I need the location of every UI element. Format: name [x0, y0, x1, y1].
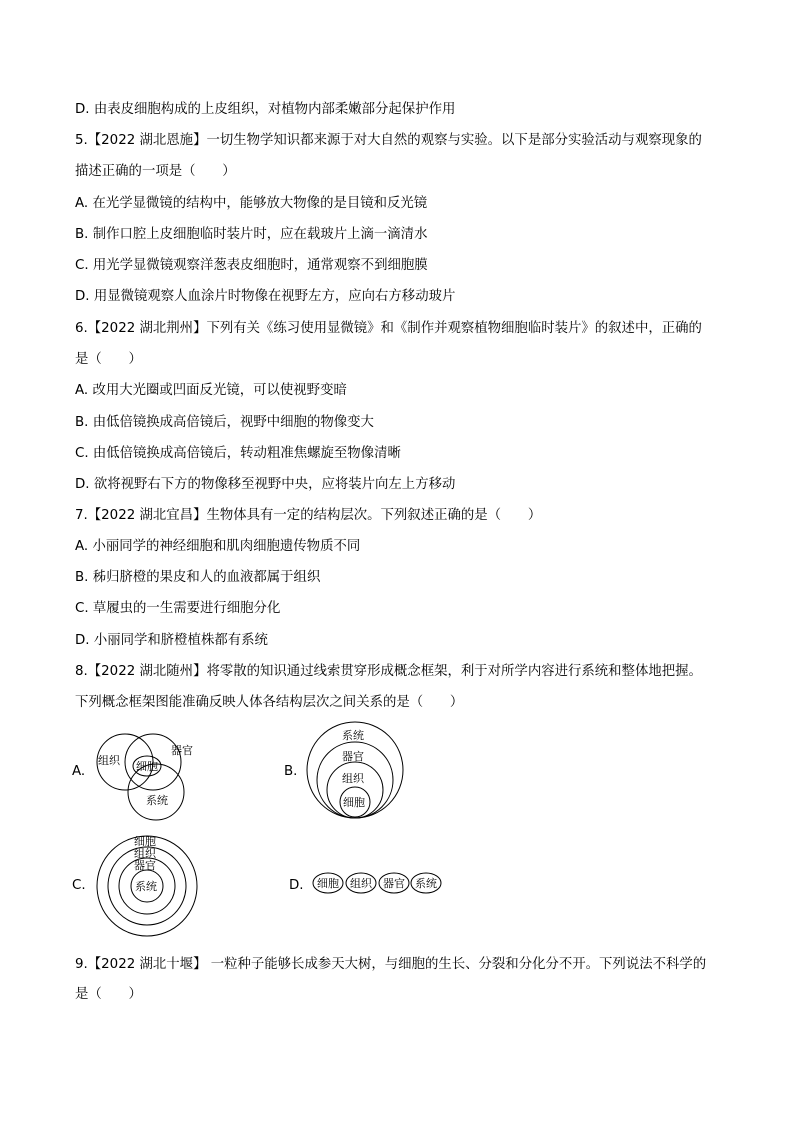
q7-option-a: A. 小丽同学的神经细胞和肌肉细胞遗传物质不同 [75, 539, 361, 554]
q5-stem-line1: 5.【2022 湖北恩施】一切生物学知识都来源于对大自然的观察与实验。以下是部分实验活动与观察现象的 [75, 133, 702, 148]
q8-option-a-label: A. [72, 764, 86, 779]
q9-stem-line2: 是（ ） [75, 987, 142, 1002]
label-xibao: 细胞 [134, 835, 156, 848]
label-qiguan: 器官 [134, 859, 156, 872]
q7-option-b: B. 秭归脐橙的果皮和人的血液都属于组织 [75, 570, 321, 585]
q6-stem-line2: 是（ ） [75, 352, 142, 367]
q7-stem: 7.【2022 湖北宜昌】生物体具有一定的结构层次。下列叙述正确的是（ ） [75, 508, 542, 523]
q6-option-b: B. 由低倍镜换成高倍镜后，视野中细胞的物像变大 [75, 415, 374, 430]
label-qiguan: 器官 [383, 877, 405, 890]
q8-option-c-concentric-diagram [95, 833, 205, 938]
label-xibao: 细胞 [317, 877, 339, 890]
label-zuzhi: 组织 [350, 877, 372, 890]
q6-option-d: D. 欲将视野右下方的物像移至视野中央，应将装片向左上方移动 [75, 477, 456, 492]
q8-option-a-venn-diagram [80, 722, 210, 822]
q5-stem-line2: 描述正确的一项是（ ） [75, 164, 236, 179]
q5-option-c: C. 用光学显微镜观察洋葱表皮细胞时，通常观察不到细胞膜 [75, 258, 428, 273]
q8-option-d-label: D. [289, 878, 304, 893]
q8-option-b-nested-diagram [300, 722, 410, 822]
q7-option-d: D. 小丽同学和脐橙植株都有系统 [75, 633, 268, 648]
label-xibao: 细胞 [343, 796, 365, 809]
label-xitong: 系统 [146, 794, 168, 807]
q8-option-d-ellipse-row [310, 870, 445, 896]
q9-stem-line1: 9.【2022 湖北十堰】 一粒种子能够长成参天大树，与细胞的生长、分裂和分化分不开。下列说法不科学的 [75, 957, 707, 972]
q6-option-a: A. 改用大光圈或凹面反光镜，可以使视野变暗 [75, 383, 347, 398]
label-xibao: 细胞 [136, 760, 158, 773]
q5-option-b: B. 制作口腔上皮细胞临时装片时，应在载玻片上滴一滴清水 [75, 227, 428, 242]
q8-stem-line1: 8.【2022 湖北随州】将零散的知识通过线索贯穿形成概念框架，利于对所学内容进行系统和整体地把握。 [75, 664, 702, 679]
label-qiguan: 器官 [342, 750, 364, 763]
q8-stem-line2: 下列概念框架图能准确反映人体各结构层次之间关系的是（ ） [75, 695, 464, 710]
q8-option-b-label: B. [284, 764, 298, 779]
q5-option-d: D. 用显微镜观察人血涂片时物像在视野左方，应向右方移动玻片 [75, 289, 456, 304]
q7-option-c: C. 草履虫的一生需要进行细胞分化 [75, 601, 281, 616]
label-zuzhi: 组织 [98, 754, 120, 767]
q8-option-c-label: C. [72, 878, 86, 893]
label-xitong: 系统 [415, 877, 437, 890]
q6-stem-line1: 6.【2022 湖北荆州】下列有关《练习使用显微镜》和《制作并观察植物细胞临时装片》的叙述中，正确的 [75, 321, 702, 336]
q6-option-c: C. 由低倍镜换成高倍镜后，转动粗准焦螺旋至物像清晰 [75, 446, 401, 461]
q5-option-a: A. 在光学显微镜的结构中，能够放大物像的是目镜和反光镜 [75, 196, 428, 211]
label-xitong: 系统 [342, 729, 364, 742]
label-xitong: 系统 [135, 880, 157, 893]
label-zuzhi: 组织 [342, 772, 364, 785]
label-qiguan: 器官 [171, 744, 193, 757]
q4-option-d: D. 由表皮细胞构成的上皮组织，对植物内部柔嫩部分起保护作用 [75, 102, 456, 117]
label-zuzhi: 组织 [134, 847, 156, 860]
